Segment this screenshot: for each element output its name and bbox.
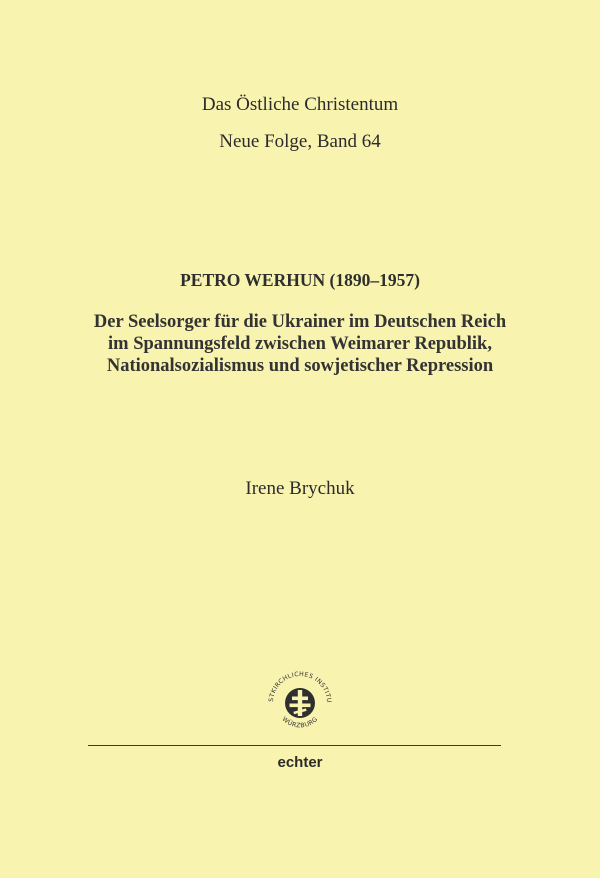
divider-rule [88,745,501,746]
subtitle-line: Nationalsozialismus und sowjetischer Repression [106,356,494,376]
series-volume: Neue Folge, Band 64 [219,131,381,152]
author-name: Irene Brychuk [245,478,355,499]
svg-text:WÜRZBURG: WÜRZBURG [280,715,320,730]
series-title: Das Östliche Christentum [201,94,399,115]
subtitle-line: Der Seelsorger für die Ukrainer im Deutschen Reich [93,312,507,332]
book-title: PETRO WERHUN (1890–1957) [180,270,420,290]
svg-text:OSTKIRCHLICHES INSTITUT: STKIRCHLICHES INSTITU [267,670,333,704]
institute-seal-icon [262,663,338,739]
subtitle-line: im Spannungsfeld zwischen Weimarer Republik, [108,334,492,354]
publisher-name: echter [277,754,323,771]
book-subtitle [0,311,600,377]
